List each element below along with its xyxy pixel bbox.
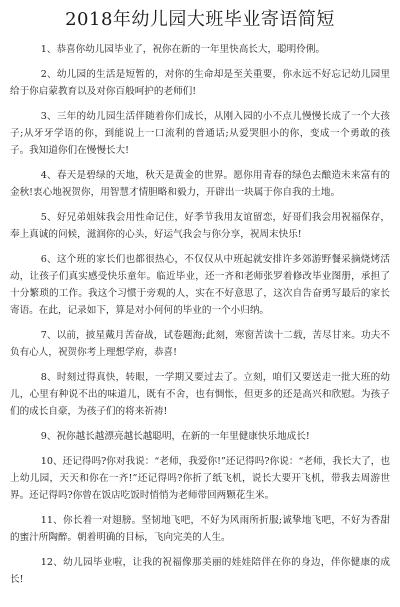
wish-paragraph-11: 11、你长着一对翅膀。坚韧地飞吧，不好为风雨所折服;诚挚地飞吧，不好为香甜的蜜汁所陶醉。朝着明确的目标，飞向完美的人生。 [10, 515, 390, 543]
wish-paragraph-2: 2、幼儿园的生活是短暂的，对你的生命却是至关重要，你永远不好忘记幼儿园里给于你启蒙教育以及对你百般呵护的老师们! [10, 69, 390, 97]
wish-paragraph-7: 7、以前，披星戴月苦奋战，试卷题海;此刻，寒窗苦读十二载，苦尽甘来。功夫不负有心人，祝贺你考上理想学府，恭喜! [10, 330, 390, 358]
wish-paragraph-5: 5、好兄弟姐妹我会用性命记住，好季节我用友谊留恋，好哥们我会用祝福保存，奉上真诚的问候，滋润你的心头，好运气我会与你分享，祝周末快乐! [10, 212, 390, 240]
document-title: 2018年幼儿园大班毕业寄语简短 [65, 9, 335, 30]
wish-paragraph-9: 9、祝你越长越漂亮越长越聪明，在新的一年里健康快乐地成长! [40, 431, 310, 442]
wish-paragraph-4: 4、春天是碧绿的天地，秋天是黄金的世界。愿你用青春的绿色去酿造未来富有的金秋!衷心地祝贺你，用智慧才情胆略和毅力，开辟出一块属于你自我的土地。 [10, 170, 390, 198]
wish-paragraph-3: 3、三年的幼儿园生活伴随着你们成长，从刚入园的小不点儿慢慢长成了一个大孩子;从牙牙学语的你，到能说上一口流利的普通话;从爱哭胆小的你，变成一个勇敢的孩子。我知道你们在慢慢长大! [10, 111, 390, 156]
wish-paragraph-6: 6、这个班的家长们也都很热心，不仅仅从中班起就安排许多郊游野餐采摘烧烤活动，让孩子们真实感受快乐童年。临近毕业，还一齐和老师张罗着修改毕业图册，承担了十分繁琐的工作。我这个习惯于旁观的人，实在不好意思了，这次自告奋勇写最后的家长寄语。在此，记录如下，算是对小何何的毕业的一个小归纳。 [10, 254, 390, 316]
wish-list [10, 41, 390, 588]
wish-paragraph-1: 1、恭喜你幼儿园毕业了，祝你在新的一年里快高长大，聪明伶俐。 [40, 44, 326, 55]
wish-paragraph-10: 10、还记得吗?你对我说：“老师，我爱你!”还记得吗?你说：“老师，我长大了，也上幼儿园，天天和你在一齐!”还记得吗?你折了纸飞机，说长大要开飞机，带我去周游世界。还记得吗?你曾在饭店吃饭时悄悄为老师带回两颗花生米。 [10, 456, 390, 501]
wish-paragraph-12: 12、幼儿园毕业啦，让我的祝福像那美丽的娃娃陪伴在你的身边，伴你健康的成长! [10, 557, 390, 585]
wish-paragraph-8: 8、时刻过得真快，转眼，一学期又要过去了。立刻，咱们又要送走一批大班的幼儿，心里有种说不出的味道儿，既有不舍，也有惆怅，但更多的还是高兴和欣慰。为孩子们的成长自豪，为孩子们的将来祈祷! [10, 372, 390, 417]
